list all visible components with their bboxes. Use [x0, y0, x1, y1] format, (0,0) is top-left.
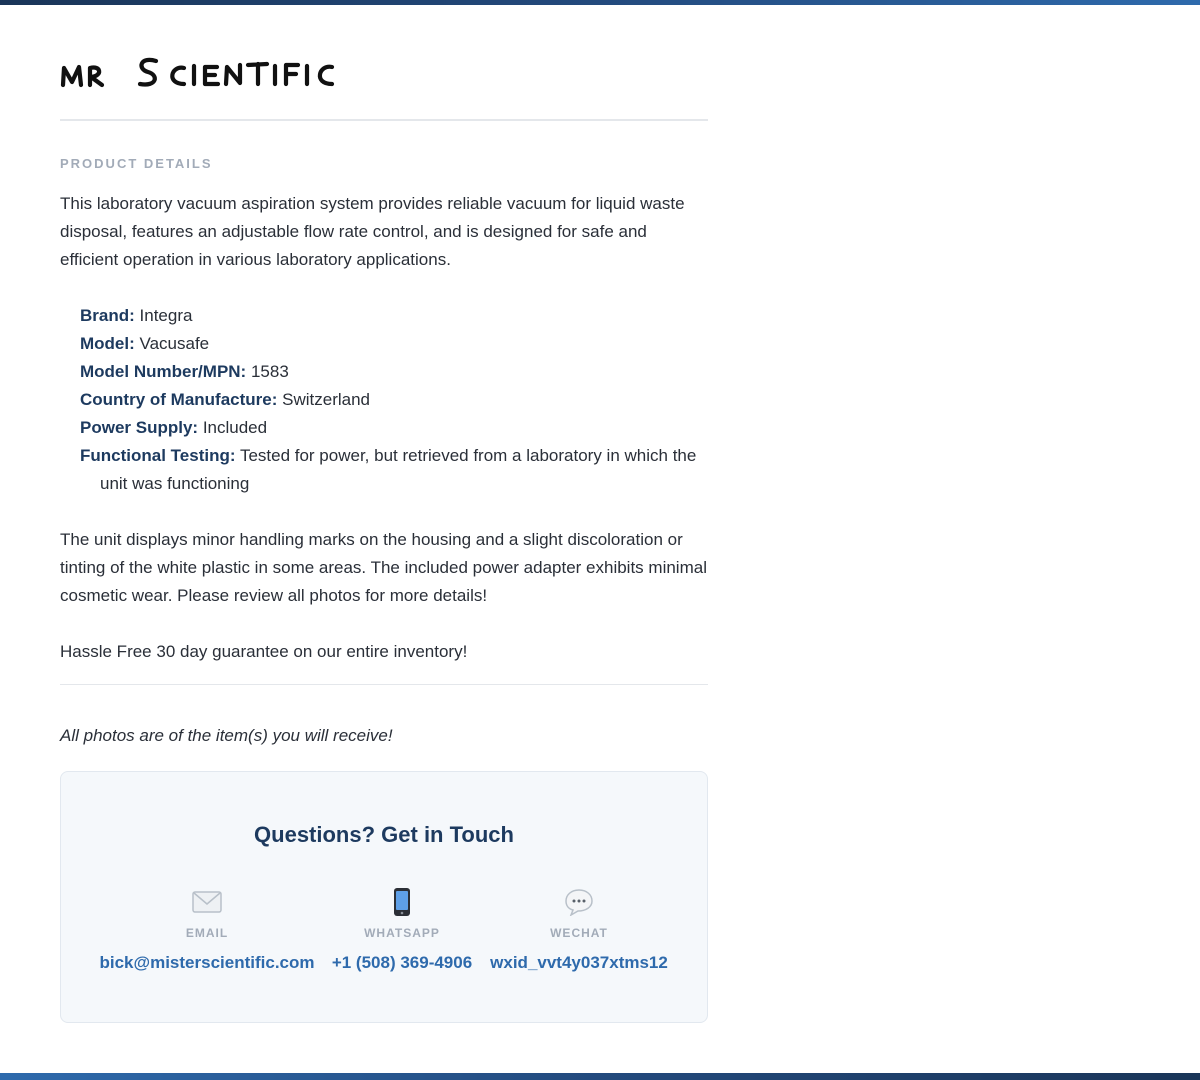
whatsapp-label: WHATSAPP — [364, 926, 440, 940]
whatsapp-link[interactable]: +1 (508) 369-4906 — [331, 953, 473, 972]
photos-note: All photos are of the item(s) you will receive! — [60, 726, 393, 745]
spec-item-brand — [80, 302, 708, 330]
header-divider — [60, 119, 708, 121]
spec-item-functional-testing — [80, 442, 708, 498]
speech-bubble-icon — [481, 884, 677, 916]
section-label-product-details: PRODUCT DETAILS — [60, 156, 213, 171]
spec-label: Model Number/MPN: — [80, 362, 247, 381]
spec-value: Tested for power, but retrieved from a laboratory in which the unit was functioning — [100, 446, 697, 493]
spec-label: Model: — [80, 334, 135, 353]
product-description: This laboratory vacuum aspiration system provides reliable vacuum for liquid waste disposal, features an adjustable flow rate control, and is designed for safe and efficient operation in various laboratory applications. — [60, 194, 685, 269]
contact-email — [91, 884, 323, 975]
brand-logo-graphic — [60, 52, 362, 92]
spec-value: Switzerland — [282, 390, 370, 409]
spec-label: Functional Testing: — [80, 446, 236, 465]
brand-logo — [60, 52, 362, 92]
spec-value: Included — [202, 418, 268, 437]
mobile-phone-icon — [331, 884, 473, 916]
wechat-link[interactable]: wxid_vvt4y037xtms12 — [490, 953, 668, 972]
contact-wechat — [481, 884, 677, 975]
spec-value: Integra — [139, 306, 193, 325]
wechat-label: WECHAT — [550, 926, 608, 940]
spec-item-country — [80, 386, 708, 414]
spec-value: 1583 — [250, 362, 289, 381]
spec-item-model-number — [80, 358, 708, 386]
top-accent-bar — [0, 0, 1200, 5]
spec-label: Country of Manufacture: — [80, 390, 278, 409]
email-link[interactable]: bick@misterscientific.com — [99, 953, 315, 972]
spec-item-power-supply — [80, 414, 708, 442]
condition-notes: The unit displays minor handling marks on the housing and a slight discoloration or tinting of the white plastic in some areas. The included power adapter exhibits minimal cosmetic wear. Please review all photos for more details! — [60, 530, 707, 605]
contact-title: Questions? Get in Touch — [254, 822, 514, 847]
spec-value: Vacusafe — [139, 334, 210, 353]
guarantee-text: Hassle Free 30 day guarantee on our entire inventory! — [60, 642, 468, 661]
contact-whatsapp — [331, 884, 473, 975]
envelope-icon — [91, 884, 323, 916]
spec-item-model — [80, 330, 708, 358]
spec-label: Power Supply: — [80, 418, 199, 437]
bottom-accent-bar — [0, 1073, 1200, 1080]
contact-card — [60, 771, 708, 1023]
content-divider — [60, 684, 708, 685]
email-label: EMAIL — [185, 926, 229, 940]
product-specs-list — [80, 302, 708, 498]
spec-label: Brand: — [80, 306, 135, 325]
